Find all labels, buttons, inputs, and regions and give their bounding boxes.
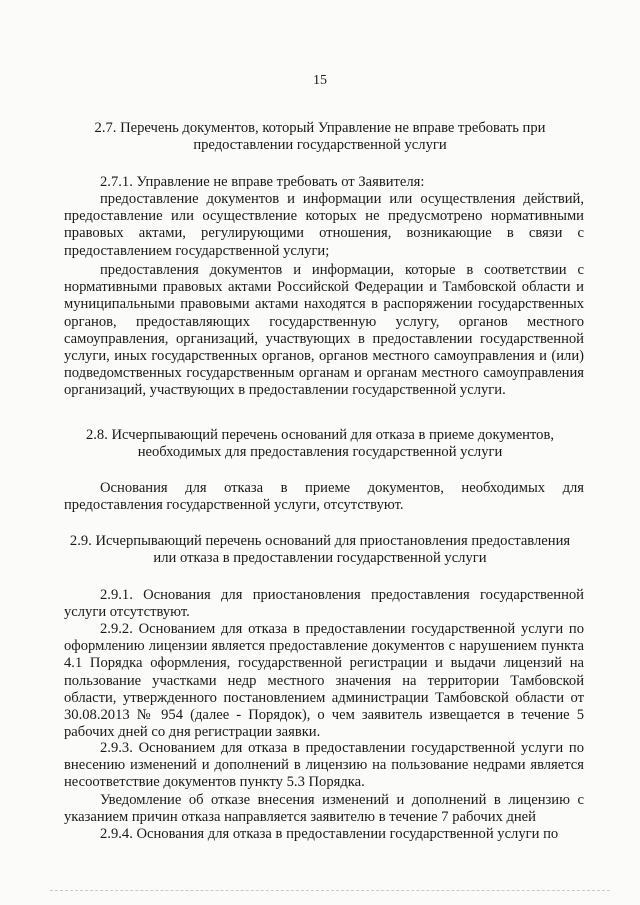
section-heading-2-7: 2.7. Перечень документов, который Управление не вправе требовать при предоставлении государственной услуги	[94, 120, 546, 154]
page-number: 15	[313, 73, 327, 88]
paragraph-2-9-1: 2.9.1. Основания для приостановления предоставления государственной услуги отсутствуют.	[64, 587, 584, 621]
paragraph-refusal-notice: Уведомление об отказе внесения изменений и дополнений в лицензию с указанием причин отказа направляется заявителю в течение 7 рабочих дней	[64, 792, 584, 826]
paragraph-2-9-4: 2.9.4. Основания для отказа в предоставлении государственной услуги по	[100, 826, 559, 842]
paragraph-2-9-3: 2.9.3. Основанием для отказа в предоставлении государственной услуги по внесению изменений и дополнений в лицензию на пользование недрами является несоответствие документов пункту 5.3 Порядка.	[64, 740, 584, 791]
paragraph-2-7-1-item-1: предоставление документов и информации или осуществления действий, предоставление или осуществление которых не предусмотрено нормативными правовых актами, регулирующими отношения, возникающие в связи с предоставлением государственной услуги;	[64, 191, 584, 259]
section-heading-2-9: 2.9. Исчерпывающий перечень оснований для приостановления предоставления или отказа в предоставлении государственной услуги	[69, 533, 571, 567]
paragraph-2-9-2: 2.9.2. Основанием для отказа в предоставлении государственной услуги по оформлению лицензии является предоставление документов с нарушением пункта 4.1 Порядка оформления, государственной регистрации и выдачи лицензий на пользование участками недр местного значения на территории Тамбовской области, утвержденного постановлением администрации Тамбовской области от 30.08.2013 № 954 (далее - Порядок), о чем заявитель извещается в течение 5 рабочих дней со дня регистрации заявки.	[64, 621, 584, 741]
scan-edge-line	[50, 890, 610, 891]
paragraph-2-7-1-item-2: предоставления документов и информации, которые в соответствии с нормативными правовых актами Российской Федерации и Тамбовской области и муниципальными правовыми актами находятся в распоряжении государственных органов, предоставляющих государственную услугу, органов местного самоуправления, организаций, участвующих в предоставлении государственной услуги, иных государственных органов, органов местного самоуправления и (или) подведомственных государственным органам и органам местного самоуправления организаций, участвующих в предоставлении государственной услуги.	[64, 262, 584, 399]
paragraph-2-7-1: 2.7.1. Управление не вправе требовать от Заявителя:	[100, 174, 425, 190]
paragraph-2-8-body: Основания для отказа в приеме документов, необходимых для предоставления государственной услуги, отсутствуют.	[64, 480, 584, 514]
section-heading-2-8: 2.8. Исчерпывающий перечень оснований для отказа в приеме документов, необходимых для предоставления государственной услуги	[85, 427, 555, 461]
